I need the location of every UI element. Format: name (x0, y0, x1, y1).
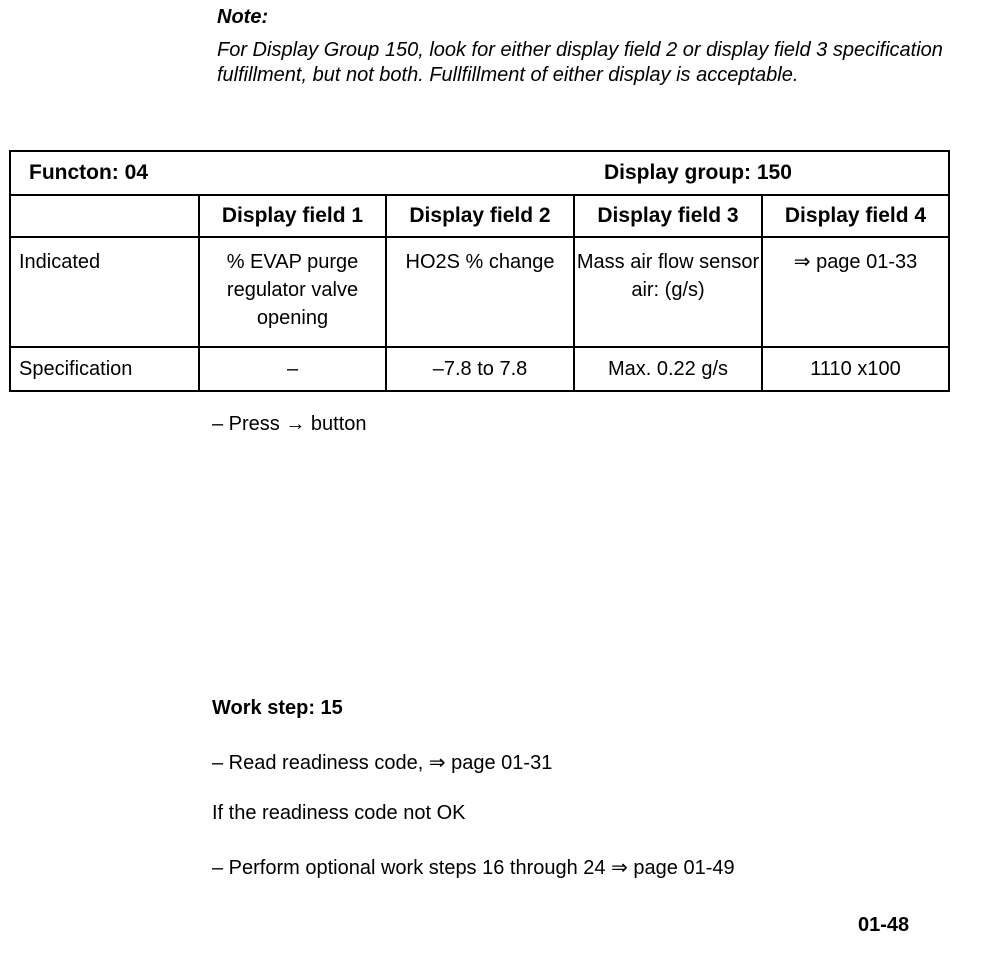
field-header-empty (10, 195, 199, 237)
display-group-label: Display group: 150 (604, 161, 792, 184)
specification-field-4: 1110 x100 (762, 347, 949, 391)
display-group-table (9, 150, 950, 392)
indicated-field-3: Mass air flow sensor air: (g/s) (574, 237, 762, 347)
readiness-condition: If the readiness code not OK (212, 802, 466, 824)
note-title: Note: (217, 6, 269, 28)
indicated-field-4: ⇒ page 01-33 (762, 237, 949, 347)
specification-field-2: –7.8 to 7.8 (386, 347, 574, 391)
field-header-1: Display field 1 (199, 195, 386, 237)
specification-field-1: – (199, 347, 386, 391)
function-label: Functon: 04 (29, 161, 148, 184)
note-body: For Display Group 150, look for either display field 2 or display field 3 specification fulfillment, but not both. Fullfillment of either display is acceptable. (217, 39, 943, 86)
read-readiness-instruction: – Read readiness code, ⇒ page 01-31 (212, 752, 553, 774)
field-header-4: Display field 4 (762, 195, 949, 237)
indicated-row (10, 237, 949, 347)
work-step-heading: Work step: 15 (212, 697, 343, 719)
field-header-row (10, 195, 949, 237)
specification-field-3: Max. 0.22 g/s (574, 347, 762, 391)
field-header-3: Display field 3 (574, 195, 762, 237)
specification-row (10, 347, 949, 391)
indicated-field-2: HO2S % change (386, 237, 574, 347)
perform-optional-instruction: – Perform optional work steps 16 through 24 ⇒ page 01-49 (212, 857, 735, 879)
indicated-field-1: % EVAP purge regulator valve opening (199, 237, 386, 347)
field-header-2: Display field 2 (386, 195, 574, 237)
press-button-instruction: – Press → button (212, 413, 367, 435)
page-number: 01-48 (858, 914, 910, 936)
specification-label: Specification (10, 347, 199, 391)
indicated-label: Indicated (10, 237, 199, 347)
table-title-row (10, 151, 949, 195)
